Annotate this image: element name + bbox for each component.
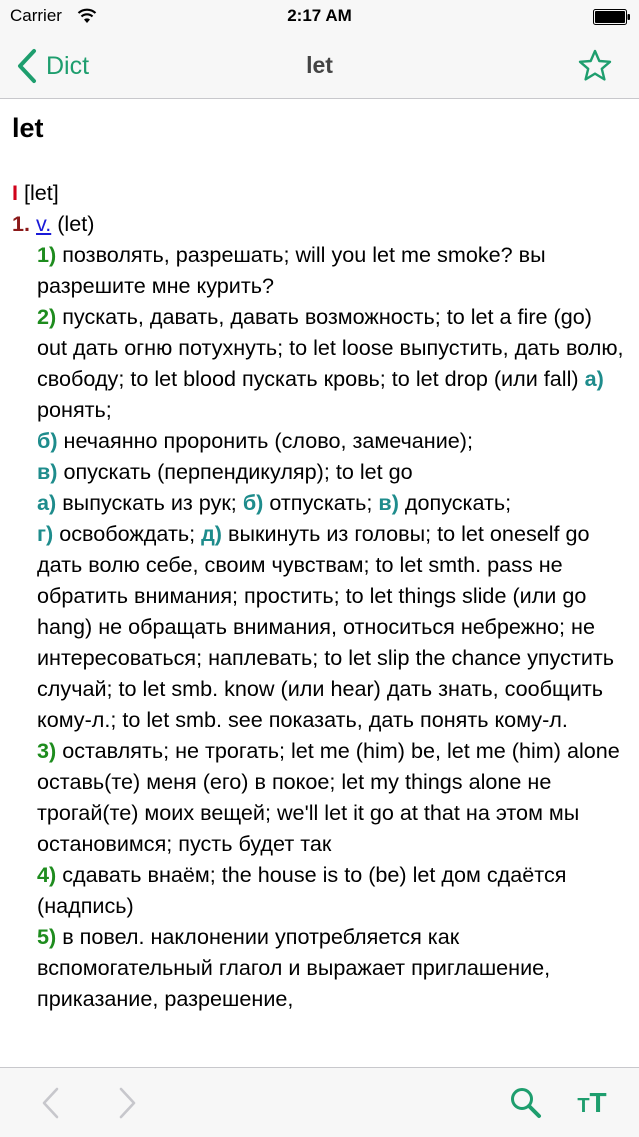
entry-content	[0, 99, 639, 1067]
search-icon[interactable]	[508, 1085, 544, 1121]
homonym-number: I	[12, 180, 18, 205]
dictionary-entry	[12, 177, 624, 1014]
subsense-text: сдавать внаём; the house is to (be) let дом сдаётся (надпись)	[37, 862, 567, 918]
favorite-star-icon[interactable]	[577, 48, 613, 84]
letter-label: а)	[584, 366, 604, 391]
letter-text: отпускать;	[269, 490, 373, 515]
pos-form: (let)	[57, 211, 95, 236]
subsense-5	[12, 921, 624, 1014]
font-size-button[interactable]	[574, 1085, 610, 1121]
font-size-large-icon: T	[589, 1087, 607, 1118]
subsense-number: 4)	[37, 862, 57, 887]
back-label: Dict	[46, 51, 90, 80]
next-entry-icon[interactable]	[108, 1085, 144, 1121]
letter-label: а)	[37, 490, 57, 515]
letter-label: д)	[201, 521, 222, 546]
sense-number: 1.	[12, 211, 31, 236]
transcription: [let]	[24, 180, 59, 205]
page-title: let	[306, 52, 333, 78]
letter-label: б)	[37, 428, 58, 453]
subsense-number: 1)	[37, 242, 57, 267]
battery-icon	[593, 9, 631, 25]
subsense-2	[12, 301, 624, 735]
previous-entry-icon[interactable]	[34, 1085, 70, 1121]
letter-label: в)	[378, 490, 399, 515]
subsense-text: в повел. наклонении употребляется как вспомогательный глагол и выражает приглашение, приказание, разрешение,	[37, 924, 551, 1011]
subsense-number: 2)	[37, 304, 57, 329]
bottom-toolbar	[0, 1067, 639, 1137]
subsense-number: 5)	[37, 924, 57, 949]
subsense-4	[12, 859, 624, 921]
subsense-text: позволять, разрешать; will you let me smoke? вы разрешите мне курить?	[37, 242, 546, 298]
subsense-text: оставлять; не трогать; let me (him) be, let me (him) alone оставь(те) меня (его) в покое; let my things alone не трогай(те) моих вещей; we'll let it go at that на этом мы остановимся; пусть будет так	[37, 738, 620, 856]
letter-text: нечаянно проронить (слово, замечание);	[63, 428, 473, 453]
letter-text: опускать (перпендикуляр); to let go	[63, 459, 413, 484]
subsense-1	[12, 239, 624, 301]
letter-text: освобождать;	[59, 521, 196, 546]
clock: 2:17 AM	[287, 6, 352, 25]
transcription-line	[12, 177, 624, 208]
letter-text: выкинуть из головы; to let oneself go дать волю себе, своим чувствам; to let smth. pass не обратить внимания; простить; to let things slide (или go hang) не обращать внимания, относиться небрежно; не интересоваться; наплевать; to let slip the chance упустить случай; to let smb. know (или hear) дать знать, сообщить кому-л.; to let smb. see показать, дать понять кому-л.	[37, 521, 615, 732]
part-of-speech-link[interactable]: v.	[36, 211, 52, 236]
sense-line	[12, 208, 624, 239]
subsense-number: 3)	[37, 738, 57, 763]
carrier-label: Carrier	[10, 6, 62, 25]
letter-text: выпускать из рук;	[62, 490, 237, 515]
letter-label: б)	[242, 490, 264, 515]
subsense-text: пускать, давать, давать возможность; to let a fire (go) out дать огню потухнуть; to let loose выпустить, дать волю, свободу; to let blood пускать кровь; to let drop (или fall)	[37, 304, 624, 391]
letter-label: в)	[37, 459, 58, 484]
headword: let	[12, 113, 44, 143]
letter-label: г)	[37, 521, 54, 546]
navigation-bar	[0, 34, 639, 99]
letter-text: допускать;	[404, 490, 512, 515]
subsense-3	[12, 735, 624, 859]
status-bar	[0, 0, 639, 34]
font-size-small-icon: T	[577, 1095, 590, 1117]
letter-text: ронять;	[37, 397, 112, 422]
